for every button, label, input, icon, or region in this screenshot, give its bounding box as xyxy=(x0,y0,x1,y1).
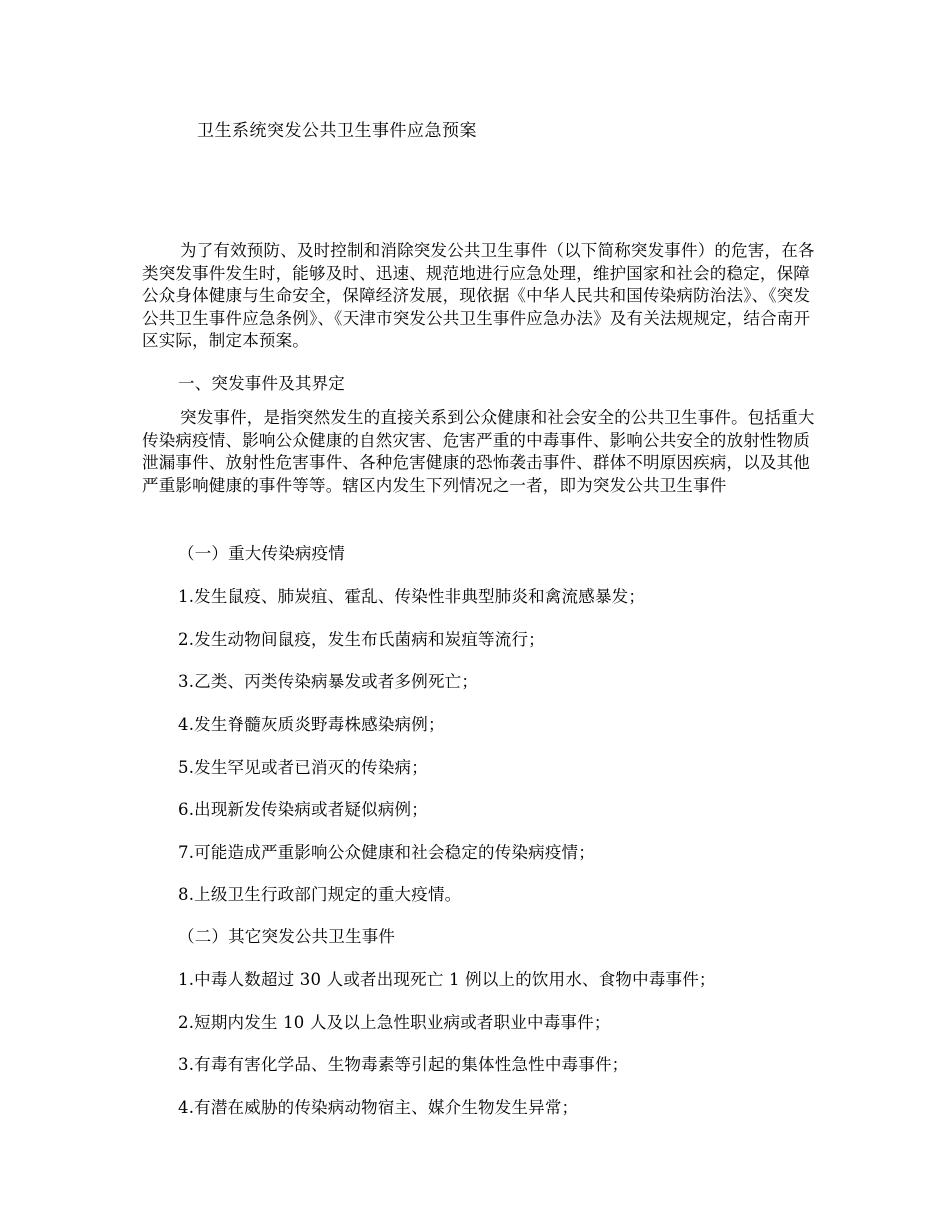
list-item: 4.发生脊髓灰质炎野毒株感染病例； xyxy=(178,715,445,734)
list-item: 7.可能造成严重影响公众健康和社会稳定的传染病疫情； xyxy=(178,843,595,862)
list-item: 1.中毒人数超过 30 人或者出现死亡 1 例以上的饮用水、食物中毒事件； xyxy=(178,970,716,989)
definition-paragraph: 突发事件，是指突然发生的直接关系到公众健康和社会安全的公共卫生事件。包括重大传染病疫情、影响公众健康的自然灾害、危害严重的中毒事件、影响公共安全的放射性物质泄漏事件、放射性危害事件、各种危害健康的恐怖袭击事件、群体不明原因疾病，以及其他严重影响健康的事件等等。辖区内发生下列情况之一者，即为突发公共卫生事件 xyxy=(142,408,815,495)
list-item: 1.发生鼠疫、肺炭疽、霍乱、传染性非典型肺炎和禽流感暴发； xyxy=(178,587,646,606)
list-item: 3.乙类、丙类传染病暴发或者多例死亡； xyxy=(178,672,479,691)
list-item: 6.出现新发传染病或者疑似病例； xyxy=(178,800,428,819)
subsection-heading: （一）重大传染病疫情 xyxy=(178,544,345,563)
list-item: 8.上级卫生行政部门规定的重大疫情。 xyxy=(178,885,462,904)
list-item: 2.发生动物间鼠疫，发生布氏菌病和炭疽等流行； xyxy=(178,630,545,649)
list-item: 5.发生罕见或者已消灭的传染病； xyxy=(178,758,428,777)
list-item: 4.有潜在威胁的传染病动物宿主、媒介生物发生异常； xyxy=(178,1098,579,1117)
subsection-heading: （二）其它突发公共卫生事件 xyxy=(178,927,396,946)
list-item: 3.有毒有害化学品、生物毒素等引起的集体性急性中毒事件； xyxy=(178,1055,629,1074)
section-heading: 一、突发事件及其界定 xyxy=(178,374,345,393)
page-title: 卫生系统突发公共卫生事件应急预案 xyxy=(197,121,477,141)
intro-paragraph: 为了有效预防、及时控制和消除突发公共卫生事件（以下简称突发事件）的危害，在各类突发事件发生时，能够及时、迅速、规范地进行应急处理，维护国家和社会的稳定，保障公众身体健康与生命安全，保障经济发展，现依据《中华人民共和国传染病防治法》、《突发公共卫生事件应急条例》、《天津市突发公共卫生事件应急办法》及有关法规规定，结合南开区实际，制定本预案。 xyxy=(142,241,815,350)
list-item: 2.短期内发生 10 人及以上急性职业病或者职业中毒事件； xyxy=(178,1013,611,1032)
